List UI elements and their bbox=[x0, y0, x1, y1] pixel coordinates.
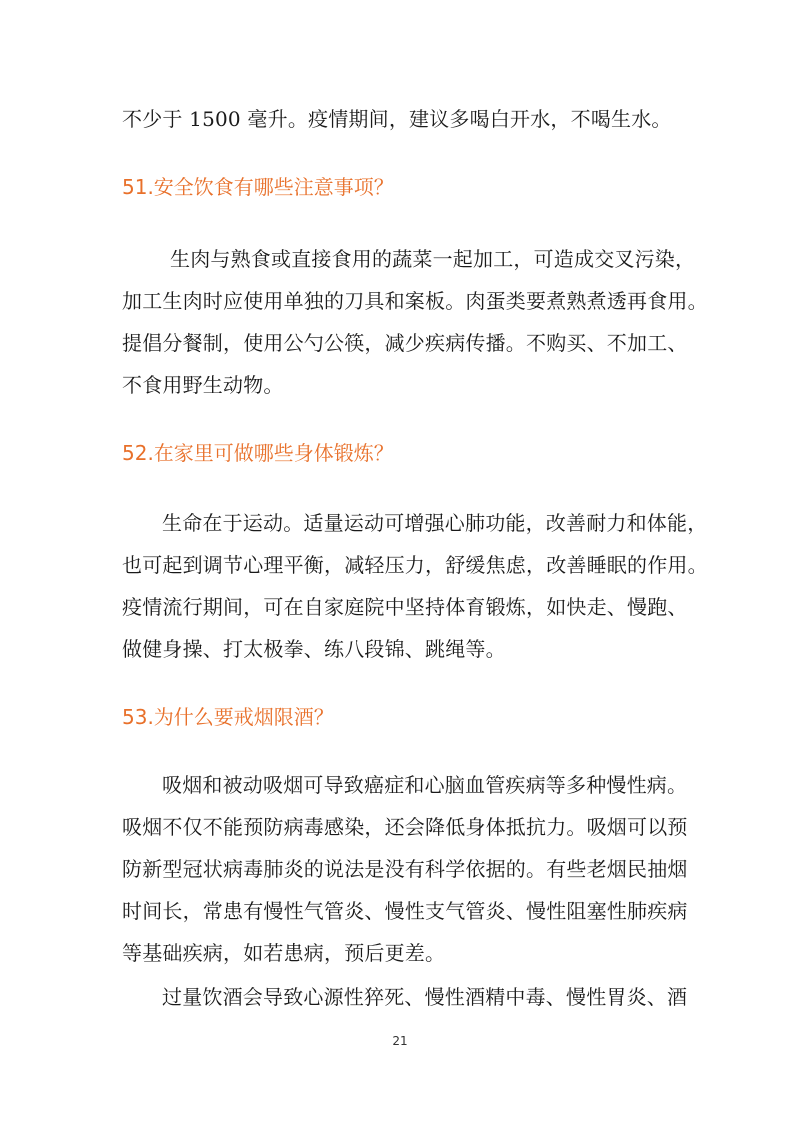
body-text-line: 生肉与熟食或直接食用的蔬菜一起加工，可造成交叉污染， bbox=[170, 247, 696, 271]
body-text-line: 生命在于运动。适量运动可增强心肺功能，改善耐力和体能， bbox=[162, 511, 708, 535]
section-heading-52: 52.在家里可做哪些身体锻炼？ bbox=[122, 441, 394, 465]
body-text-line: 等基础疾病，如若患病，预后更差。 bbox=[122, 941, 446, 965]
body-text-line: 吸烟和被动吸烟可导致癌症和心脑血管疾病等多种慢性病。 bbox=[162, 773, 688, 797]
body-text-line: 不少于 1500 毫升。疫情期间，建议多喝白开水，不喝生水。 bbox=[122, 107, 672, 131]
body-text-line: 防新型冠状病毒肺炎的说法是没有科学依据的。有些老烟民抽烟 bbox=[122, 857, 688, 881]
body-text-line: 提倡分餐制，使用公勺公筷，减少疾病传播。不购买、不加工、 bbox=[122, 331, 688, 355]
body-text-line: 加工生肉时应使用单独的刀具和案板。肉蛋类要煮熟煮透再食用。 bbox=[122, 289, 708, 313]
body-text-line: 疫情流行期间，可在自家庭院中坚持体育锻炼，如快走、慢跑、 bbox=[122, 595, 688, 619]
body-text-line: 过量饮酒会导致心源性猝死、慢性酒精中毒、慢性胃炎、酒 bbox=[162, 985, 688, 1009]
body-text-line: 也可起到调节心理平衡，减轻压力，舒缓焦虑，改善睡眠的作用。 bbox=[122, 553, 708, 577]
section-heading-53: 53.为什么要戒烟限酒？ bbox=[122, 705, 334, 729]
section-heading-51: 51.安全饮食有哪些注意事项？ bbox=[122, 175, 394, 199]
body-text-line: 做健身操、打太极拳、练八段锦、跳绳等。 bbox=[122, 637, 506, 661]
body-text-line: 时间长，常患有慢性气管炎、慢性支气管炎、慢性阻塞性肺疾病 bbox=[122, 899, 688, 923]
page-number: 21 bbox=[392, 1034, 408, 1048]
body-text-line: 吸烟不仅不能预防病毒感染，还会降低身体抵抗力。吸烟可以预 bbox=[122, 815, 688, 839]
body-text-line: 不食用野生动物。 bbox=[122, 373, 284, 397]
